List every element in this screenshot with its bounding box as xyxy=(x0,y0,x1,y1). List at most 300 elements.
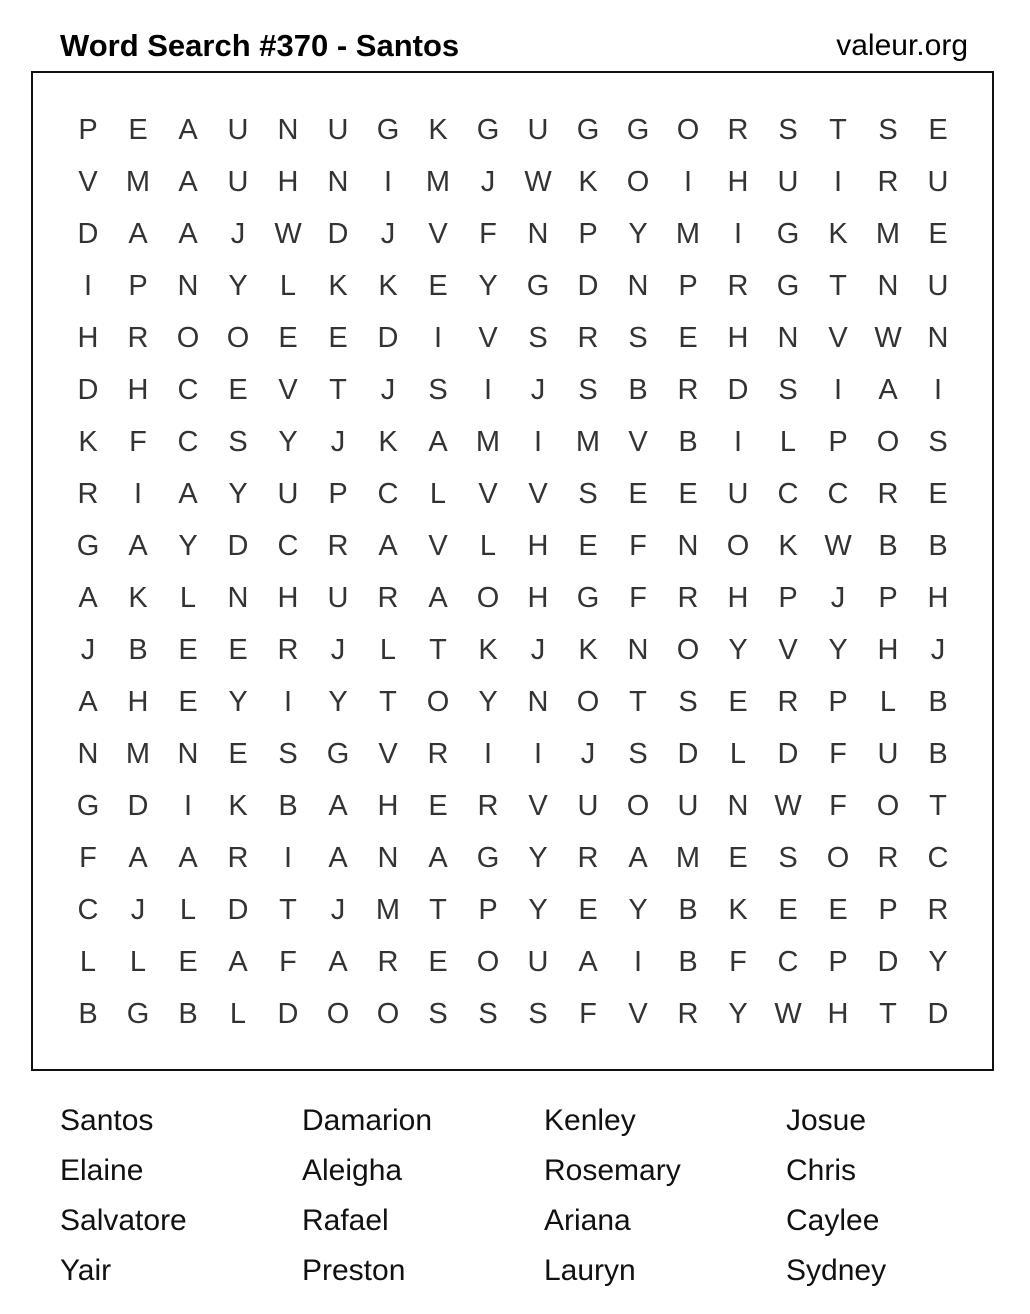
grid-letter: D xyxy=(127,789,149,822)
grid-letter: I xyxy=(633,945,643,978)
grid-letter: O xyxy=(326,997,350,1030)
grid-letter: D xyxy=(227,893,249,926)
grid-letter: S xyxy=(428,997,448,1030)
word-list-item: Salvatore xyxy=(60,1204,187,1237)
grid-letter: B xyxy=(628,373,648,406)
grid-letter: E xyxy=(678,321,698,354)
grid-letter: A xyxy=(128,217,148,250)
grid-letter: G xyxy=(776,269,800,302)
grid-letter: Y xyxy=(528,841,548,874)
grid-letter: L xyxy=(179,893,197,926)
grid-letter: I xyxy=(833,373,843,406)
grid-letter: A xyxy=(578,945,598,978)
grid-letter: N xyxy=(677,529,699,562)
grid-letter: R xyxy=(227,841,249,874)
grid-letter: C xyxy=(277,529,299,562)
grid-letter: H xyxy=(77,321,99,354)
grid-letter: E xyxy=(828,893,848,926)
grid-letter: H xyxy=(727,321,749,354)
grid-letter: U xyxy=(527,945,549,978)
grid-letter: S xyxy=(478,997,498,1030)
grid-letter: C xyxy=(77,893,99,926)
grid-letter: A xyxy=(178,113,198,146)
grid-letter: U xyxy=(277,477,299,510)
grid-letter: L xyxy=(879,685,897,718)
grid-letter: J xyxy=(230,217,246,250)
grid-letter: R xyxy=(577,841,599,874)
grid-letter: U xyxy=(777,165,799,198)
grid-letter: Y xyxy=(478,269,498,302)
word-list-item: Caylee xyxy=(786,1204,880,1237)
grid-letter: M xyxy=(875,217,901,250)
grid-letter: D xyxy=(77,217,99,250)
grid-letter: F xyxy=(829,789,847,822)
grid-letter: R xyxy=(877,477,899,510)
grid-letter: F xyxy=(279,945,297,978)
grid-letter: W xyxy=(874,321,902,354)
grid-letter: P xyxy=(828,945,848,978)
grid-letter: V xyxy=(278,373,298,406)
grid-letter: K xyxy=(578,165,598,198)
grid-letter: S xyxy=(528,997,548,1030)
grid-letter: J xyxy=(930,633,946,666)
grid-letter: A xyxy=(378,529,398,562)
grid-letter: J xyxy=(830,581,846,614)
grid-letter: D xyxy=(777,737,799,770)
grid-letter: V xyxy=(478,321,498,354)
grid-letter: G xyxy=(326,737,350,770)
grid-letter: A xyxy=(428,425,448,458)
grid-letter: Y xyxy=(728,633,748,666)
grid-letter: B xyxy=(928,737,948,770)
word-list-item: Ariana xyxy=(544,1204,631,1237)
grid-letter: A xyxy=(328,789,348,822)
grid-letter: P xyxy=(328,477,348,510)
grid-letter: S xyxy=(878,113,898,146)
grid-letter: F xyxy=(629,529,647,562)
grid-letter: E xyxy=(178,633,198,666)
word-list-item: Rafael xyxy=(302,1204,389,1237)
grid-letter: W xyxy=(274,217,302,250)
grid-letter: B xyxy=(678,945,698,978)
grid-letter: H xyxy=(877,633,899,666)
grid-letter: I xyxy=(283,685,293,718)
grid-letter: R xyxy=(377,581,399,614)
grid-letter: D xyxy=(77,373,99,406)
grid-letter: E xyxy=(578,893,598,926)
grid-letter: S xyxy=(628,737,648,770)
grid-letter: P xyxy=(778,581,798,614)
grid-letter: F xyxy=(729,945,747,978)
grid-letter: C xyxy=(827,477,849,510)
grid-letter: O xyxy=(376,997,400,1030)
grid-letter: P xyxy=(878,581,898,614)
grid-letter: N xyxy=(927,321,949,354)
grid-letter: V xyxy=(628,997,648,1030)
word-list-item: Chris xyxy=(786,1154,857,1187)
grid-letter: K xyxy=(778,529,798,562)
grid-letter: I xyxy=(283,841,293,874)
grid-letter: N xyxy=(277,113,299,146)
grid-letter: R xyxy=(677,997,699,1030)
grid-letter: E xyxy=(178,685,198,718)
grid-letter: K xyxy=(378,269,398,302)
grid-letter: U xyxy=(927,269,949,302)
grid-letter: O xyxy=(226,321,250,354)
grid-letter: C xyxy=(927,841,949,874)
grid-letter: W xyxy=(524,165,552,198)
grid-letter: K xyxy=(828,217,848,250)
grid-letter: K xyxy=(78,425,98,458)
grid-letter: Y xyxy=(528,893,548,926)
grid-letter: F xyxy=(79,841,97,874)
grid-letter: R xyxy=(727,113,749,146)
grid-letter: A xyxy=(178,841,198,874)
grid-letter: H xyxy=(527,581,549,614)
grid-letter: A xyxy=(428,581,448,614)
grid-letter: T xyxy=(829,113,847,146)
grid-letter: T xyxy=(829,269,847,302)
grid-letter: A xyxy=(878,373,898,406)
grid-letter: T xyxy=(379,685,397,718)
grid-letter: P xyxy=(578,217,598,250)
grid-letter: C xyxy=(177,425,199,458)
grid-letter: L xyxy=(479,529,497,562)
grid-letter: T xyxy=(429,893,447,926)
word-list-item: Kenley xyxy=(544,1104,636,1137)
grid-letter: U xyxy=(877,737,899,770)
grid-letter: I xyxy=(183,789,193,822)
grid-letter: T xyxy=(929,789,947,822)
grid-letter: V xyxy=(378,737,398,770)
grid-letter: B xyxy=(878,529,898,562)
grid-letter: Y xyxy=(228,685,248,718)
grid-letter: E xyxy=(578,529,598,562)
grid-letter: T xyxy=(879,997,897,1030)
grid-letter: O xyxy=(676,633,700,666)
grid-letter: I xyxy=(433,321,443,354)
grid-letter: H xyxy=(377,789,399,822)
grid-letter: Y xyxy=(628,217,648,250)
grid-letter: U xyxy=(327,113,349,146)
grid-letter: S xyxy=(628,321,648,354)
grid-letter: M xyxy=(675,841,701,874)
grid-letter: E xyxy=(928,113,948,146)
grid-letter: U xyxy=(227,113,249,146)
grid-letter: D xyxy=(377,321,399,354)
grid-letter: A xyxy=(178,165,198,198)
grid-letter: F xyxy=(829,737,847,770)
grid-letter: S xyxy=(678,685,698,718)
grid-letter: L xyxy=(79,945,97,978)
grid-letter: J xyxy=(480,165,496,198)
grid-letter: O xyxy=(726,529,750,562)
grid-letter: R xyxy=(577,321,599,354)
grid-letter: P xyxy=(828,425,848,458)
grid-letter: A xyxy=(128,529,148,562)
grid-letter: R xyxy=(927,893,949,926)
grid-letter: V xyxy=(778,633,798,666)
grid-letter: K xyxy=(578,633,598,666)
grid-letter: D xyxy=(327,217,349,250)
grid-letter: C xyxy=(777,945,799,978)
grid-letter: E xyxy=(228,633,248,666)
grid-letter: Y xyxy=(178,529,198,562)
grid-letter: S xyxy=(578,477,598,510)
grid-letter: L xyxy=(229,997,247,1030)
grid-letter: W xyxy=(774,789,802,822)
grid-letter: J xyxy=(530,633,546,666)
grid-letter: W xyxy=(824,529,852,562)
grid-letter: T xyxy=(629,685,647,718)
grid-letter: E xyxy=(428,789,448,822)
grid-letter: I xyxy=(83,269,93,302)
grid-letter: J xyxy=(530,373,546,406)
grid-letter: C xyxy=(377,477,399,510)
grid-letter: V xyxy=(828,321,848,354)
word-list-item: Rosemary xyxy=(544,1154,681,1187)
grid-letter: O xyxy=(476,581,500,614)
grid-letter: S xyxy=(278,737,298,770)
grid-letter: V xyxy=(628,425,648,458)
grid-letter: K xyxy=(128,581,148,614)
grid-letter: O xyxy=(826,841,850,874)
grid-letter: G xyxy=(126,997,150,1030)
grid-letter: G xyxy=(76,789,100,822)
grid-letter: M xyxy=(575,425,601,458)
puzzle-title: Word Search #370 - Santos xyxy=(60,28,460,63)
grid-letter: A xyxy=(78,685,98,718)
grid-letter: Y xyxy=(628,893,648,926)
grid-letter: R xyxy=(377,945,399,978)
grid-letter: R xyxy=(777,685,799,718)
grid-letter: H xyxy=(277,581,299,614)
grid-letter: E xyxy=(928,217,948,250)
grid-letter: E xyxy=(628,477,648,510)
grid-letter: B xyxy=(128,633,148,666)
word-list-item: Elaine xyxy=(60,1154,144,1187)
grid-letter: F xyxy=(479,217,497,250)
grid-letter: P xyxy=(128,269,148,302)
grid-letter: Y xyxy=(728,997,748,1030)
grid-letter: B xyxy=(178,997,198,1030)
grid-letter: T xyxy=(279,893,297,926)
grid-letter: J xyxy=(330,893,346,926)
grid-letter: L xyxy=(129,945,147,978)
grid-letter: O xyxy=(176,321,200,354)
word-list-item: Sydney xyxy=(786,1254,887,1287)
grid-letter: L xyxy=(179,581,197,614)
grid-letter: E xyxy=(128,113,148,146)
word-list-item: Santos xyxy=(60,1104,154,1137)
grid-letter: G xyxy=(626,113,650,146)
grid-letter: N xyxy=(177,269,199,302)
grid-letter: U xyxy=(327,581,349,614)
grid-letter: O xyxy=(876,789,900,822)
word-list-item: Damarion xyxy=(302,1104,433,1137)
grid-letter: G xyxy=(576,581,600,614)
grid-letter: V xyxy=(528,789,548,822)
letter-grid xyxy=(63,104,963,1040)
grid-letter: H xyxy=(127,373,149,406)
grid-letter: H xyxy=(127,685,149,718)
grid-letter: E xyxy=(778,893,798,926)
grid-letter: N xyxy=(377,841,399,874)
grid-letter: Y xyxy=(828,633,848,666)
grid-letter: U xyxy=(927,165,949,198)
grid-letter: R xyxy=(677,373,699,406)
word-list-item: Lauryn xyxy=(544,1254,636,1287)
grid-letter: O xyxy=(626,789,650,822)
grid-letter: F xyxy=(129,425,147,458)
grid-letter: L xyxy=(379,633,397,666)
grid-letter: F xyxy=(579,997,597,1030)
grid-letter: I xyxy=(733,217,743,250)
grid-letter: L xyxy=(729,737,747,770)
grid-letter: C xyxy=(777,477,799,510)
grid-letter: G xyxy=(576,113,600,146)
grid-letter: E xyxy=(328,321,348,354)
grid-letter: L xyxy=(779,425,797,458)
grid-letter: H xyxy=(827,997,849,1030)
grid-letter: S xyxy=(428,373,448,406)
grid-letter: B xyxy=(78,997,98,1030)
grid-letter: Y xyxy=(228,477,248,510)
grid-letter: A xyxy=(328,945,348,978)
grid-letter: K xyxy=(728,893,748,926)
grid-letter: C xyxy=(177,373,199,406)
grid-letter: N xyxy=(877,269,899,302)
grid-letter: V xyxy=(428,217,448,250)
grid-letter: U xyxy=(227,165,249,198)
grid-letter: I xyxy=(483,373,493,406)
grid-letter: R xyxy=(77,477,99,510)
grid-letter: G xyxy=(776,217,800,250)
grid-letter: D xyxy=(877,945,899,978)
word-list-item: Josue xyxy=(786,1104,867,1137)
grid-letter: H xyxy=(927,581,949,614)
grid-letter: V xyxy=(78,165,98,198)
grid-letter: Y xyxy=(228,269,248,302)
grid-letter: K xyxy=(378,425,398,458)
grid-letter: I xyxy=(133,477,143,510)
grid-letter: Y xyxy=(278,425,298,458)
grid-letter: R xyxy=(727,269,749,302)
grid-letter: S xyxy=(928,425,948,458)
grid-letter: P xyxy=(678,269,698,302)
grid-letter: I xyxy=(383,165,393,198)
grid-letter: B xyxy=(928,685,948,718)
grid-letter: T xyxy=(329,373,347,406)
grid-letter: M xyxy=(125,165,151,198)
grid-letter: E xyxy=(428,945,448,978)
grid-letter: P xyxy=(78,113,98,146)
grid-letter: I xyxy=(933,373,943,406)
grid-letter: K xyxy=(328,269,348,302)
grid-letter: N xyxy=(527,217,549,250)
grid-letter: G xyxy=(526,269,550,302)
grid-letter: O xyxy=(676,113,700,146)
grid-letter: E xyxy=(678,477,698,510)
grid-letter: I xyxy=(833,165,843,198)
grid-letter: N xyxy=(327,165,349,198)
grid-letter: E xyxy=(228,737,248,770)
grid-letter: A xyxy=(228,945,248,978)
grid-letter: E xyxy=(728,685,748,718)
grid-letter: S xyxy=(778,373,798,406)
grid-letter: P xyxy=(878,893,898,926)
grid-letter: S xyxy=(578,373,598,406)
grid-letter: E xyxy=(228,373,248,406)
grid-letter: B xyxy=(678,893,698,926)
grid-letter: R xyxy=(877,165,899,198)
grid-letter: J xyxy=(380,373,396,406)
grid-letter: K xyxy=(478,633,498,666)
grid-letter: D xyxy=(677,737,699,770)
grid-letter: G xyxy=(476,113,500,146)
grid-letter: Y xyxy=(928,945,948,978)
grid-letter: N xyxy=(627,269,649,302)
grid-letter: A xyxy=(128,841,148,874)
grid-letter: Y xyxy=(328,685,348,718)
grid-letter: R xyxy=(677,581,699,614)
grid-letter: N xyxy=(777,321,799,354)
grid-letter: D xyxy=(577,269,599,302)
grid-letter: K xyxy=(228,789,248,822)
grid-letter: B xyxy=(678,425,698,458)
grid-letter: S xyxy=(778,841,798,874)
grid-letter: G xyxy=(476,841,500,874)
grid-letter: R xyxy=(277,633,299,666)
grid-letter: N xyxy=(527,685,549,718)
grid-letter: N xyxy=(77,737,99,770)
word-list-item: Preston xyxy=(302,1254,406,1287)
grid-letter: F xyxy=(629,581,647,614)
grid-letter: M xyxy=(375,893,401,926)
grid-letter: S xyxy=(778,113,798,146)
grid-letter: M xyxy=(425,165,451,198)
grid-letter: O xyxy=(426,685,450,718)
grid-letter: M xyxy=(125,737,151,770)
grid-letter: H xyxy=(277,165,299,198)
grid-letter: U xyxy=(527,113,549,146)
grid-letter: E xyxy=(428,269,448,302)
grid-letter: H xyxy=(727,165,749,198)
grid-letter: Y xyxy=(478,685,498,718)
grid-letter: P xyxy=(478,893,498,926)
grid-letter: B xyxy=(278,789,298,822)
grid-letter: J xyxy=(130,893,146,926)
grid-letter: V xyxy=(428,529,448,562)
grid-letter: S xyxy=(228,425,248,458)
grid-letter: H xyxy=(527,529,549,562)
grid-letter: L xyxy=(429,477,447,510)
grid-letter: O xyxy=(626,165,650,198)
grid-letter: U xyxy=(677,789,699,822)
grid-letter: J xyxy=(330,633,346,666)
grid-letter: G xyxy=(376,113,400,146)
word-list xyxy=(60,1096,1028,1296)
grid-letter: M xyxy=(675,217,701,250)
grid-letter: D xyxy=(927,997,949,1030)
grid-letter: I xyxy=(533,425,543,458)
grid-letter: J xyxy=(380,217,396,250)
grid-letter: S xyxy=(528,321,548,354)
grid-letter: E xyxy=(178,945,198,978)
grid-letter: O xyxy=(876,425,900,458)
grid-letter: B xyxy=(928,529,948,562)
grid-letter: U xyxy=(727,477,749,510)
